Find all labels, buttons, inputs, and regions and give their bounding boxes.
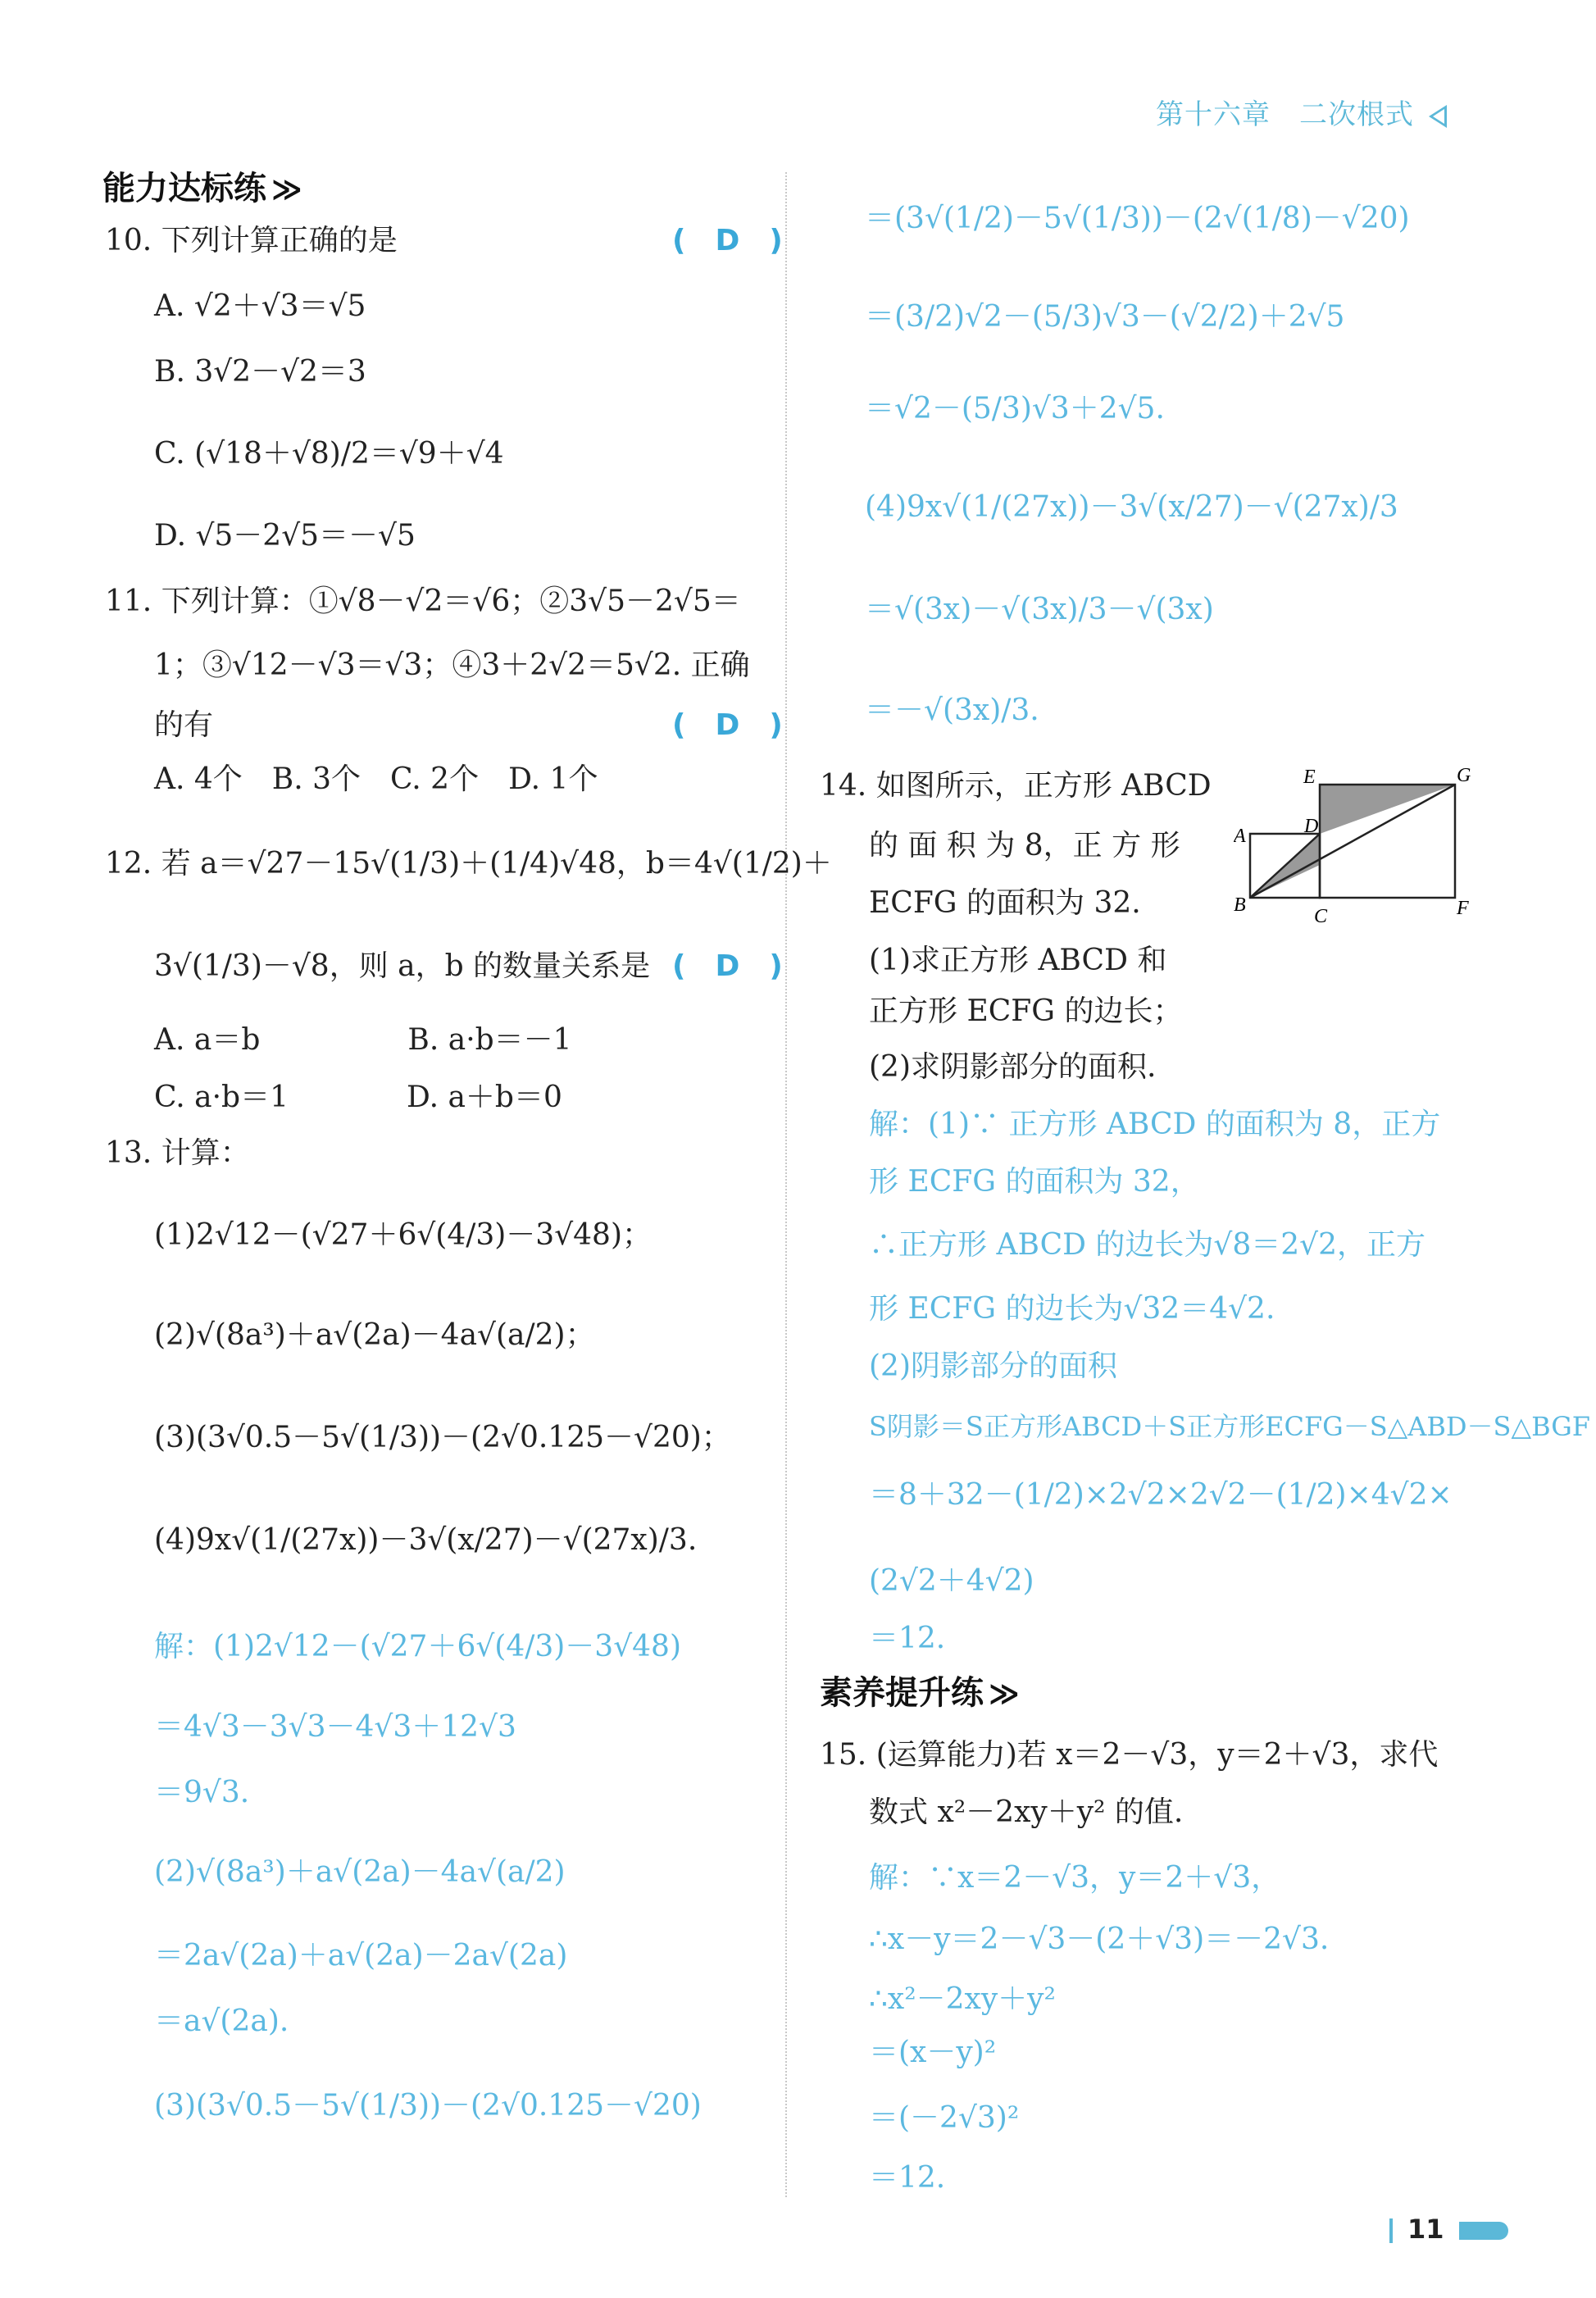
answer-10: ( D )	[672, 224, 783, 257]
solution-14-l9: ＝12.	[869, 1622, 946, 1655]
label-b: B	[1234, 894, 1246, 916]
solution-13-line6: ＝a√(2a).	[154, 2004, 289, 2038]
solution-15-l1: 解：∵x＝2－√3，y＝2＋√3，	[869, 1861, 1281, 1895]
solution-14-l1: 解：(1)∵ 正方形 ABCD 的面积为 8，正方	[869, 1108, 1441, 1141]
solution-13-3-line1: ＝(3√(1/2)－5√(1/3))－(2√(1/8)－√20)	[865, 202, 1410, 235]
question-14: 14. 如图所示，正方形 ABCD	[820, 769, 1212, 803]
options-12-cd: C. a·b＝1 D. a＋b＝0	[154, 1081, 562, 1114]
question-14-l4: (1)求正方形 ABCD 和	[869, 944, 1167, 977]
double-chevron-icon: ≫	[271, 173, 302, 207]
solution-13-line4: (2)√(8a³)＋a√(2a)－4a√(a/2)	[154, 1855, 566, 1889]
question-14-l2: 的 面 积 为 8，正 方 形	[869, 829, 1180, 862]
solution-14-l6: S阴影＝S正方形ABCD＋S正方形ECFG－S△ABD－S△BGF	[869, 1411, 1590, 1442]
label-f: F	[1457, 898, 1469, 919]
question-15-l2: 数式 x²－2xy＋y² 的值.	[869, 1795, 1184, 1829]
chapter-title: 第十六章 二次根式	[1156, 98, 1414, 131]
bar-icon	[1389, 2218, 1393, 2243]
solution-13-line3: ＝9√3.	[154, 1776, 250, 1809]
page-number-text: 11	[1407, 2214, 1444, 2245]
shaded-region-top	[1320, 785, 1455, 834]
page-number	[1389, 2214, 1508, 2245]
option-10c: C. (√18＋√8)/2＝√9＋√4	[154, 437, 504, 471]
square-figure	[1234, 767, 1471, 942]
solution-14-l7: ＝8＋32－(1/2)×2√2×2√2－(1/2)×4√2×	[869, 1478, 1453, 1512]
question-13-4: (4)9x√(1/(27x))－3√(x/27)－√(27x)/3.	[154, 1523, 698, 1557]
solution-15-l6: ＝12.	[869, 2161, 946, 2195]
question-15: 15. (运算能力)若 x＝2－√3，y＝2＋√3，求代	[820, 1738, 1439, 1772]
triangle-icon	[1429, 105, 1447, 128]
solution-13-4-line1: (4)9x√(1/(27x))－3√(x/27)－√(27x)/3	[865, 490, 1398, 524]
question-11-cont: 1；③√12－√3＝√3；④3＋2√2＝5√2. 正确	[154, 648, 750, 682]
options-11: A. 4个 B. 3个 C. 2个 D. 1个	[154, 762, 598, 796]
label-c: C	[1314, 906, 1328, 927]
question-12: 12. 若 a＝√27－15√(1/3)＋(1/4)√48，b＝4√(1/2)＋	[105, 847, 832, 881]
label-d: D	[1304, 816, 1319, 837]
solution-13-4-line2: ＝√(3x)－√(3x)/3－√(3x)	[865, 593, 1214, 626]
question-14-l6: (2)求阴影部分的面积.	[869, 1050, 1157, 1084]
question-13-1: (1)2√12－(√27＋6√(4/3)－3√48)；	[154, 1218, 652, 1252]
solution-14-l3: ∴正方形 ABCD 的边长为√8＝2√2，正方	[869, 1228, 1426, 1262]
question-14-l5: 正方形 ECFG 的边长；	[869, 994, 1183, 1028]
solution-13-line7: (3)(3√0.5－5√(1/3))－(2√0.125－√20)	[154, 2089, 702, 2123]
section-heading-literacy	[820, 1667, 1020, 1713]
solution-15-l4: ＝(x－y)²	[869, 2036, 997, 2069]
option-10a: A. √2＋√3＝√5	[154, 289, 366, 323]
label-a: A	[1234, 826, 1246, 847]
solution-13-3-line2: ＝(3/2)√2－(5/3)√3－(√2/2)＋2√5	[865, 300, 1345, 334]
solution-13-4-line3: ＝－√(3x)/3.	[865, 694, 1039, 727]
page-tag-icon	[1459, 2222, 1508, 2240]
question-13-2: (2)√(8a³)＋a√(2a)－4a√(a/2)；	[154, 1318, 595, 1352]
question-11: 11. 下列计算：①√8－√2＝√6；②3√5－2√5＝	[105, 585, 741, 618]
solution-13-line5: ＝2a√(2a)＋a√(2a)－2a√(2a)	[154, 1939, 568, 1973]
solution-13-3-line3: ＝√2－(5/3)√3＋2√5.	[865, 392, 1165, 425]
question-14-l3: ECFG 的面积为 32.	[869, 886, 1141, 920]
double-chevron-icon: ≫	[989, 1677, 1020, 1711]
option-10d: D. √5－2√5＝－√5	[154, 519, 416, 553]
solution-14-l2: 形 ECFG 的面积为 32，	[869, 1165, 1200, 1199]
solution-15-l3: ∴x²－2xy＋y²	[869, 1982, 1056, 2016]
label-e: E	[1303, 767, 1316, 788]
solution-13-line2: ＝4√3－3√3－4√3＋12√3	[154, 1710, 516, 1744]
answer-12: ( D )	[672, 949, 783, 983]
solution-14-l4: 形 ECFG 的边长为√32＝4√2.	[869, 1292, 1275, 1326]
question-11-cont2: 的有	[154, 708, 214, 742]
column-divider	[785, 172, 787, 2197]
solution-13-line1: 解：(1)2√12－(√27＋6√(4/3)－3√48)	[154, 1630, 682, 1663]
question-13-3: (3)(3√0.5－5√(1/3))－(2√0.125－√20)；	[154, 1421, 731, 1454]
question-10: 10. 下列计算正确的是	[105, 224, 398, 257]
question-12-cont: 3√(1/3)－√8，则 a，b 的数量关系是	[154, 949, 651, 983]
section-heading-ability	[102, 162, 302, 209]
solution-15-l5: ＝(－2√3)²	[869, 2101, 1020, 2135]
options-12-ab: A. a＝b B. a·b＝－1	[154, 1023, 572, 1057]
solution-14-l5: (2)阴影部分的面积	[869, 1349, 1117, 1383]
solution-14-l8: (2√2＋4√2)	[869, 1564, 1034, 1598]
answer-11: ( D )	[672, 708, 783, 742]
solution-15-l2: ∴x－y＝2－√3－(2＋√3)＝－2√3.	[869, 1923, 1330, 1956]
chapter-header	[1156, 92, 1447, 132]
label-g: G	[1457, 767, 1471, 786]
section-title: 能力达标练	[102, 170, 266, 207]
option-10b: B. 3√2－√2＝3	[154, 355, 366, 389]
question-13: 13. 计算：	[105, 1136, 250, 1170]
section-title: 素养提升练	[820, 1674, 984, 1712]
